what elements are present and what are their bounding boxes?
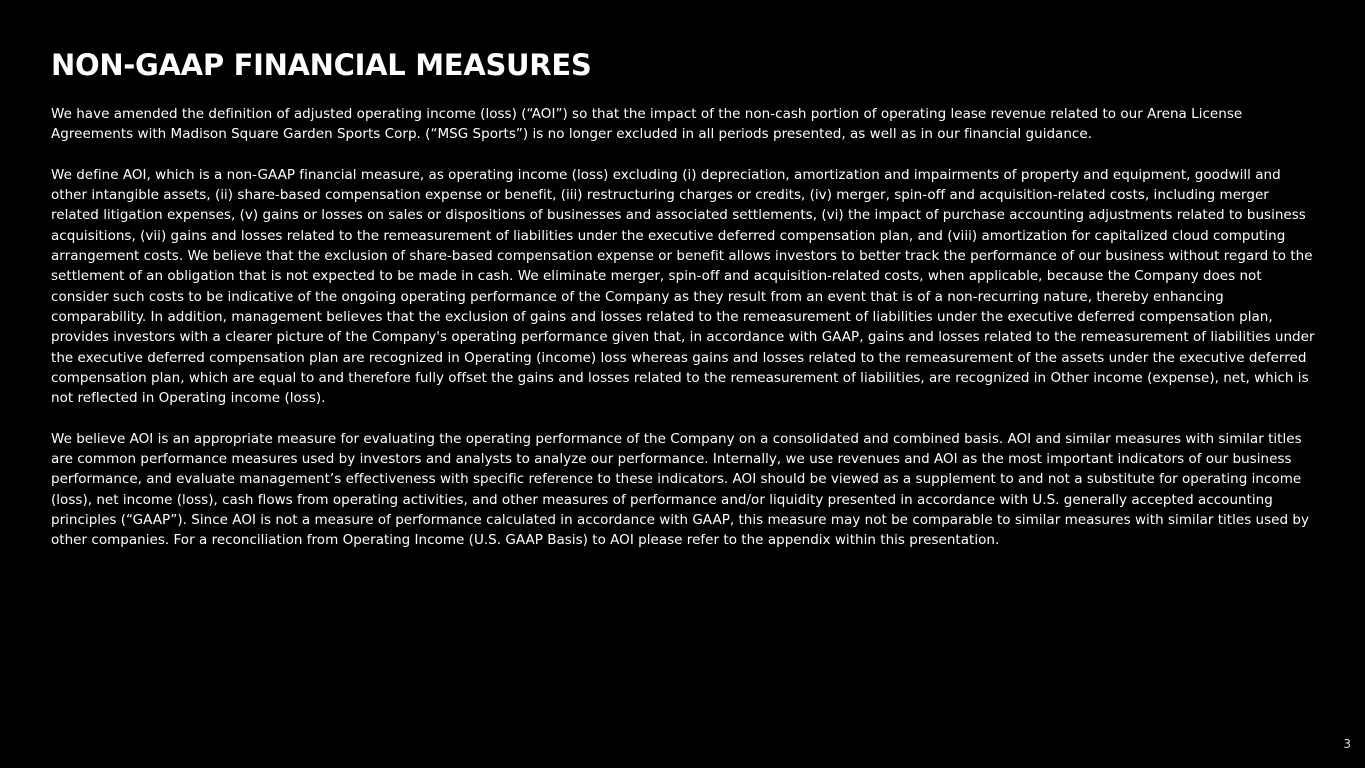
page-number: 3 <box>1343 737 1351 751</box>
paragraph-aoi-definition: We define AOI, which is a non-GAAP financial measure, as operating income (loss) excluding (i) depreciation, amortization and impairments of property and equipment, goodwill and other intangible assets, (ii) share-based compensation expense or benefit, (iii) restructuring charges or credits, (iv) merger, spin-off and acquisition-related costs, including merger related litigation expenses, (v) gains or losses on sales or dispositions of businesses and associated settlements, (vi) the impact of purchase accounting adjustments related to business acquisitions, (vii) gains and losses related to the remeasurement of liabilities under the executive deferred compensation plan, and (viii) amortization for capitalized cloud computing arrangement costs. We believe that the exclusion of share-based compensation expense or benefit allows investors to better track the performance of our business without regard to the settlement of an obligation that is not expected to be made in cash. We eliminate merger, spin-off and acquisition-related costs, when applicable, because the Company does not consider such costs to be indicative of the ongoing operating performance of the Company as they result from an event that is of a non-recurring nature, thereby enhancing comparability. In addition, management believes that the exclusion of gains and losses related to the remeasurement of liabilities under the executive deferred compensation plan, provides investors with a clearer picture of the Company's operating performance given that, in accordance with GAAP, gains and losses related to the remeasurement of liabilities under the executive deferred compensation plan are recognized in Operating (income) loss whereas gains and losses related to the remeasurement of the assets under the executive deferred compensation plan, which are equal to and therefore fully offset the gains and losses related to the remeasurement of liabilities, are recognized in Other income (expense), net, which is not reflected in Operating income (loss). <box>51 166 1315 407</box>
paragraph-aoi-amendment: We have amended the definition of adjusted operating income (loss) (“AOI”) so that the impact of the non-cash portion of operating lease revenue related to our Arena License Agreements with Madison Square Garden Sports Corp. (“MSG Sports”) is no longer excluded in all periods presented, as well as in our financial guidance. <box>51 106 1243 143</box>
paragraph-aoi-usefulness: We believe AOI is an appropriate measure for evaluating the operating performance of the Company on a consolidated and combined basis. AOI and similar measures with similar titles are common performance measures used by investors and analysts to analyze our performance. Internally, we use revenues and AOI as the most important indicators of our business performance, and evaluate management’s effectiveness with specific reference to these indicators. AOI should be viewed as a supplement to and not a substitute for operating income (loss), net income (loss), cash flows from operating activities, and other measures of performance and/or liquidity presented in accordance with U.S. generally accepted accounting principles (“GAAP”). Since AOI is not a measure of performance calculated in accordance with GAAP, this measure may not be comparable to similar measures with similar titles used by other companies. For a reconciliation from Operating Income (U.S. GAAP Basis) to AOI please refer to the appendix within this presentation. <box>51 430 1310 549</box>
slide-title: NON-GAAP FINANCIAL MEASURES <box>51 48 592 82</box>
slide-body <box>51 104 1321 571</box>
